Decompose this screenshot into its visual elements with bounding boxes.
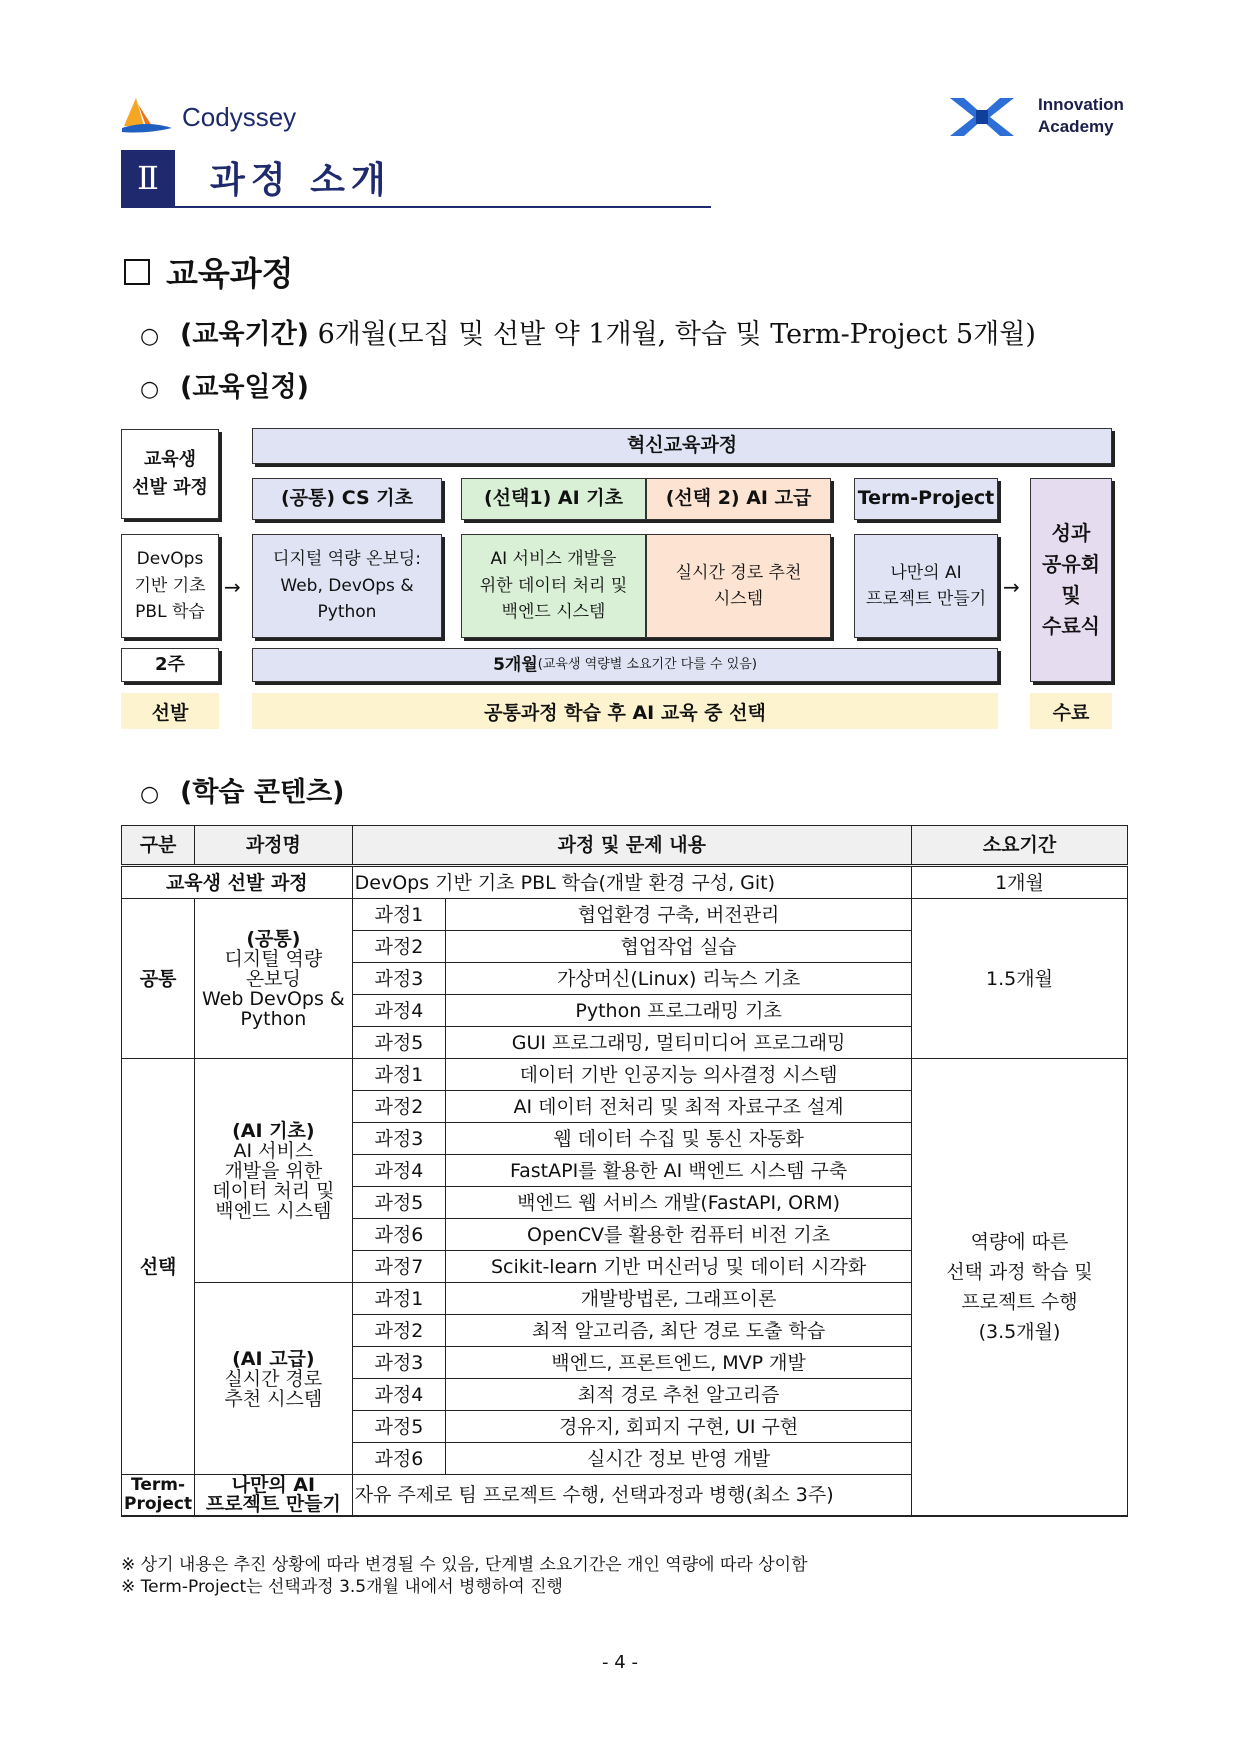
selection-content-cell: DevOps 기반 기초 PBL 학습(개발 환경 구성, Git) xyxy=(352,866,911,899)
academy-logo-icon xyxy=(948,94,1016,140)
schedule-line xyxy=(140,365,309,404)
circle-bullet-icon: ○ xyxy=(140,377,160,402)
common-title-box: (공통) CS 기초 xyxy=(252,478,442,520)
main-band: 공통과정 학습 후 AI 교육 중 선택 xyxy=(252,693,998,729)
advanced-name-bold: (AI 고급) xyxy=(232,1347,315,1370)
innovation-title-box: 혁신교육과정 xyxy=(252,428,1112,464)
codyssey-logo xyxy=(122,96,302,140)
header-content: 과정 및 문제 내용 xyxy=(352,826,911,866)
brand-right-line2: Academy xyxy=(1038,117,1114,136)
note-1: ※ 상기 내용은 추진 상황에 따라 변경될 수 있음, 단계별 소요기간은 개인 역량에 따라 상이함 xyxy=(121,1555,808,1575)
advanced-name-text: 실시간 경로 추천 시스템 xyxy=(224,1367,323,1410)
term-title-box: Term-Project xyxy=(854,478,998,520)
innovation-academy-logo xyxy=(948,92,1138,142)
term-body-box: 나만의 AI 프로젝트 만들기 xyxy=(854,534,998,638)
step-cell: 과정3 xyxy=(352,1123,446,1155)
content-cell: 협업환경 구축, 버전관리 xyxy=(446,899,912,931)
content-cell: 데이터 기반 인공지능 의사결정 시스템 xyxy=(446,1059,912,1091)
page-number: - 4 - xyxy=(602,1652,638,1673)
selection-body-box: DevOps 기반 기초 PBL 학습 xyxy=(121,534,219,638)
step-cell: 과정2 xyxy=(352,1091,446,1123)
section-numeral: Ⅱ xyxy=(121,150,175,206)
duration-box xyxy=(252,648,998,682)
contents-line xyxy=(140,770,345,809)
basic-name-text: AI 서비스 개발을 위한 데이터 처리 및 백엔드 시스템 xyxy=(212,1139,335,1222)
term-group-cell: Term- Project xyxy=(122,1475,195,1517)
basic-name-bold: (AI 기초) xyxy=(232,1119,315,1142)
content-cell: 최적 경로 추천 알고리즘 xyxy=(446,1379,912,1411)
selection-duration-box: 2주 xyxy=(121,648,219,682)
term-content-cell: 자유 주제로 팀 프로젝트 수행, 선택과정과 병행(최소 3주) xyxy=(352,1475,911,1517)
content-cell: 경유지, 회피지 구현, UI 구현 xyxy=(446,1411,912,1443)
period-detail: (모집 및 선발 약 1개월, 학습 및 Term-Project 5개월) xyxy=(386,319,1036,350)
common-body-box: 디지털 역량 온보딩: Web, DevOps & Python xyxy=(252,534,442,638)
table-row xyxy=(122,866,1128,899)
advanced-name-cell xyxy=(195,1283,353,1475)
step-cell: 과정4 xyxy=(352,1155,446,1187)
step-cell: 과정1 xyxy=(352,899,446,931)
content-cell: 웹 데이터 수집 및 통신 자동화 xyxy=(446,1123,912,1155)
selection-name-cell: 교육생 선발 과정 xyxy=(122,866,353,899)
common-name-text: 디지털 역량 온보딩 Web DevOps & Python xyxy=(201,947,345,1030)
step-cell: 과정2 xyxy=(352,1315,446,1347)
arrow-right-icon: → xyxy=(1003,575,1020,599)
ai-adv-body-box: 실시간 경로 추천 시스템 xyxy=(646,534,831,638)
period-line xyxy=(140,312,1036,351)
step-cell: 과정1 xyxy=(352,1283,446,1315)
period-main: 6개월 xyxy=(317,319,387,350)
duration-main: 5개월 xyxy=(493,654,538,675)
content-cell: 최적 알고리즘, 최단 경로 도출 학습 xyxy=(446,1315,912,1347)
circle-bullet-icon: ○ xyxy=(140,324,160,349)
table-header-row xyxy=(122,826,1128,866)
content-cell: FastAPI를 활용한 AI 백엔드 시스템 구축 xyxy=(446,1155,912,1187)
arrow-right-icon: → xyxy=(224,575,241,599)
select-group-cell: 선택 xyxy=(122,1059,195,1475)
step-cell: 과정5 xyxy=(352,1027,446,1059)
step-cell: 과정5 xyxy=(352,1187,446,1219)
selection-duration-cell: 1개월 xyxy=(911,866,1127,899)
duration-note: (교육생 역량별 소요기간 다를 수 있음) xyxy=(537,656,757,672)
period-label: (교육기간) xyxy=(180,319,310,350)
content-cell: 백엔드 웹 서비스 개발(FastAPI, ORM) xyxy=(446,1187,912,1219)
selection-title-box: 교육생 선발 과정 xyxy=(121,429,219,519)
brand-left-name: Codyssey xyxy=(182,102,297,132)
step-cell: 과정2 xyxy=(352,931,446,963)
table-row xyxy=(122,899,1128,931)
step-cell: 과정6 xyxy=(352,1219,446,1251)
finish-band: 수료 xyxy=(1030,693,1112,729)
common-name-cell xyxy=(195,899,353,1059)
select-duration-cell: 역량에 따른 선택 과정 학습 및 프로젝트 수행 (3.5개월) xyxy=(911,1059,1127,1517)
step-cell: 과정4 xyxy=(352,1379,446,1411)
section-title: 과정 소개 xyxy=(210,160,392,201)
section-underline xyxy=(121,206,711,208)
step-cell: 과정7 xyxy=(352,1251,446,1283)
step-cell: 과정3 xyxy=(352,963,446,995)
content-cell: 개발방법론, 그래프이론 xyxy=(446,1283,912,1315)
common-duration-cell: 1.5개월 xyxy=(911,899,1127,1059)
content-cell: 실시간 정보 반영 개발 xyxy=(446,1443,912,1475)
circle-bullet-icon: ○ xyxy=(140,782,160,807)
heading-curriculum xyxy=(124,248,294,295)
common-name-bold: (공통) xyxy=(246,927,301,950)
header-course-name: 과정명 xyxy=(195,826,353,866)
step-cell: 과정1 xyxy=(352,1059,446,1091)
content-cell: OpenCV를 활용한 컴퓨터 비전 기초 xyxy=(446,1219,912,1251)
step-cell: 과정3 xyxy=(352,1347,446,1379)
content-cell: 가상머신(Linux) 리눅스 기초 xyxy=(446,963,912,995)
step-cell: 과정4 xyxy=(352,995,446,1027)
ai-adv-title-box: (선택 2) AI 고급 xyxy=(646,478,831,520)
contents-label: (학습 콘텐츠) xyxy=(180,777,345,808)
content-cell: 협업작업 실습 xyxy=(446,931,912,963)
content-cell: GUI 프로그래밍, 멀티미디어 프로그래밍 xyxy=(446,1027,912,1059)
header-duration: 소요기간 xyxy=(911,826,1127,866)
step-cell: 과정6 xyxy=(352,1443,446,1475)
schedule-label: (교육일정) xyxy=(180,372,310,403)
content-cell: Scikit-learn 기반 머신러닝 및 데이터 시각화 xyxy=(446,1251,912,1283)
finish-box: 성과 공유회 및 수료식 xyxy=(1030,478,1112,682)
note-2: ※ Term-Project는 선택과정 3.5개월 내에서 병행하여 진행 xyxy=(121,1577,563,1597)
ai-basic-body-box: AI 서비스 개발을 위한 데이터 처리 및 백엔드 시스템 xyxy=(461,534,646,638)
checkbox-square-icon xyxy=(124,259,150,285)
content-cell: Python 프로그래밍 기초 xyxy=(446,995,912,1027)
curriculum-table xyxy=(121,825,1128,1517)
header-category: 구분 xyxy=(122,826,195,866)
selection-band: 선발 xyxy=(121,693,219,729)
common-group-cell: 공통 xyxy=(122,899,195,1059)
content-cell: AI 데이터 전처리 및 최적 자료구조 설계 xyxy=(446,1091,912,1123)
step-cell: 과정5 xyxy=(352,1411,446,1443)
term-name-cell: 나만의 AI 프로젝트 만들기 xyxy=(195,1475,353,1517)
brand-right-line1: Innovation xyxy=(1038,95,1124,114)
table-row xyxy=(122,1059,1128,1091)
basic-name-cell xyxy=(195,1059,353,1283)
heading-text: 교육과정 xyxy=(166,254,294,293)
ai-basic-title-box: (선택1) AI 기초 xyxy=(461,478,646,520)
sail-logo-icon xyxy=(122,98,172,134)
content-cell: 백엔드, 프론트엔드, MVP 개발 xyxy=(446,1347,912,1379)
